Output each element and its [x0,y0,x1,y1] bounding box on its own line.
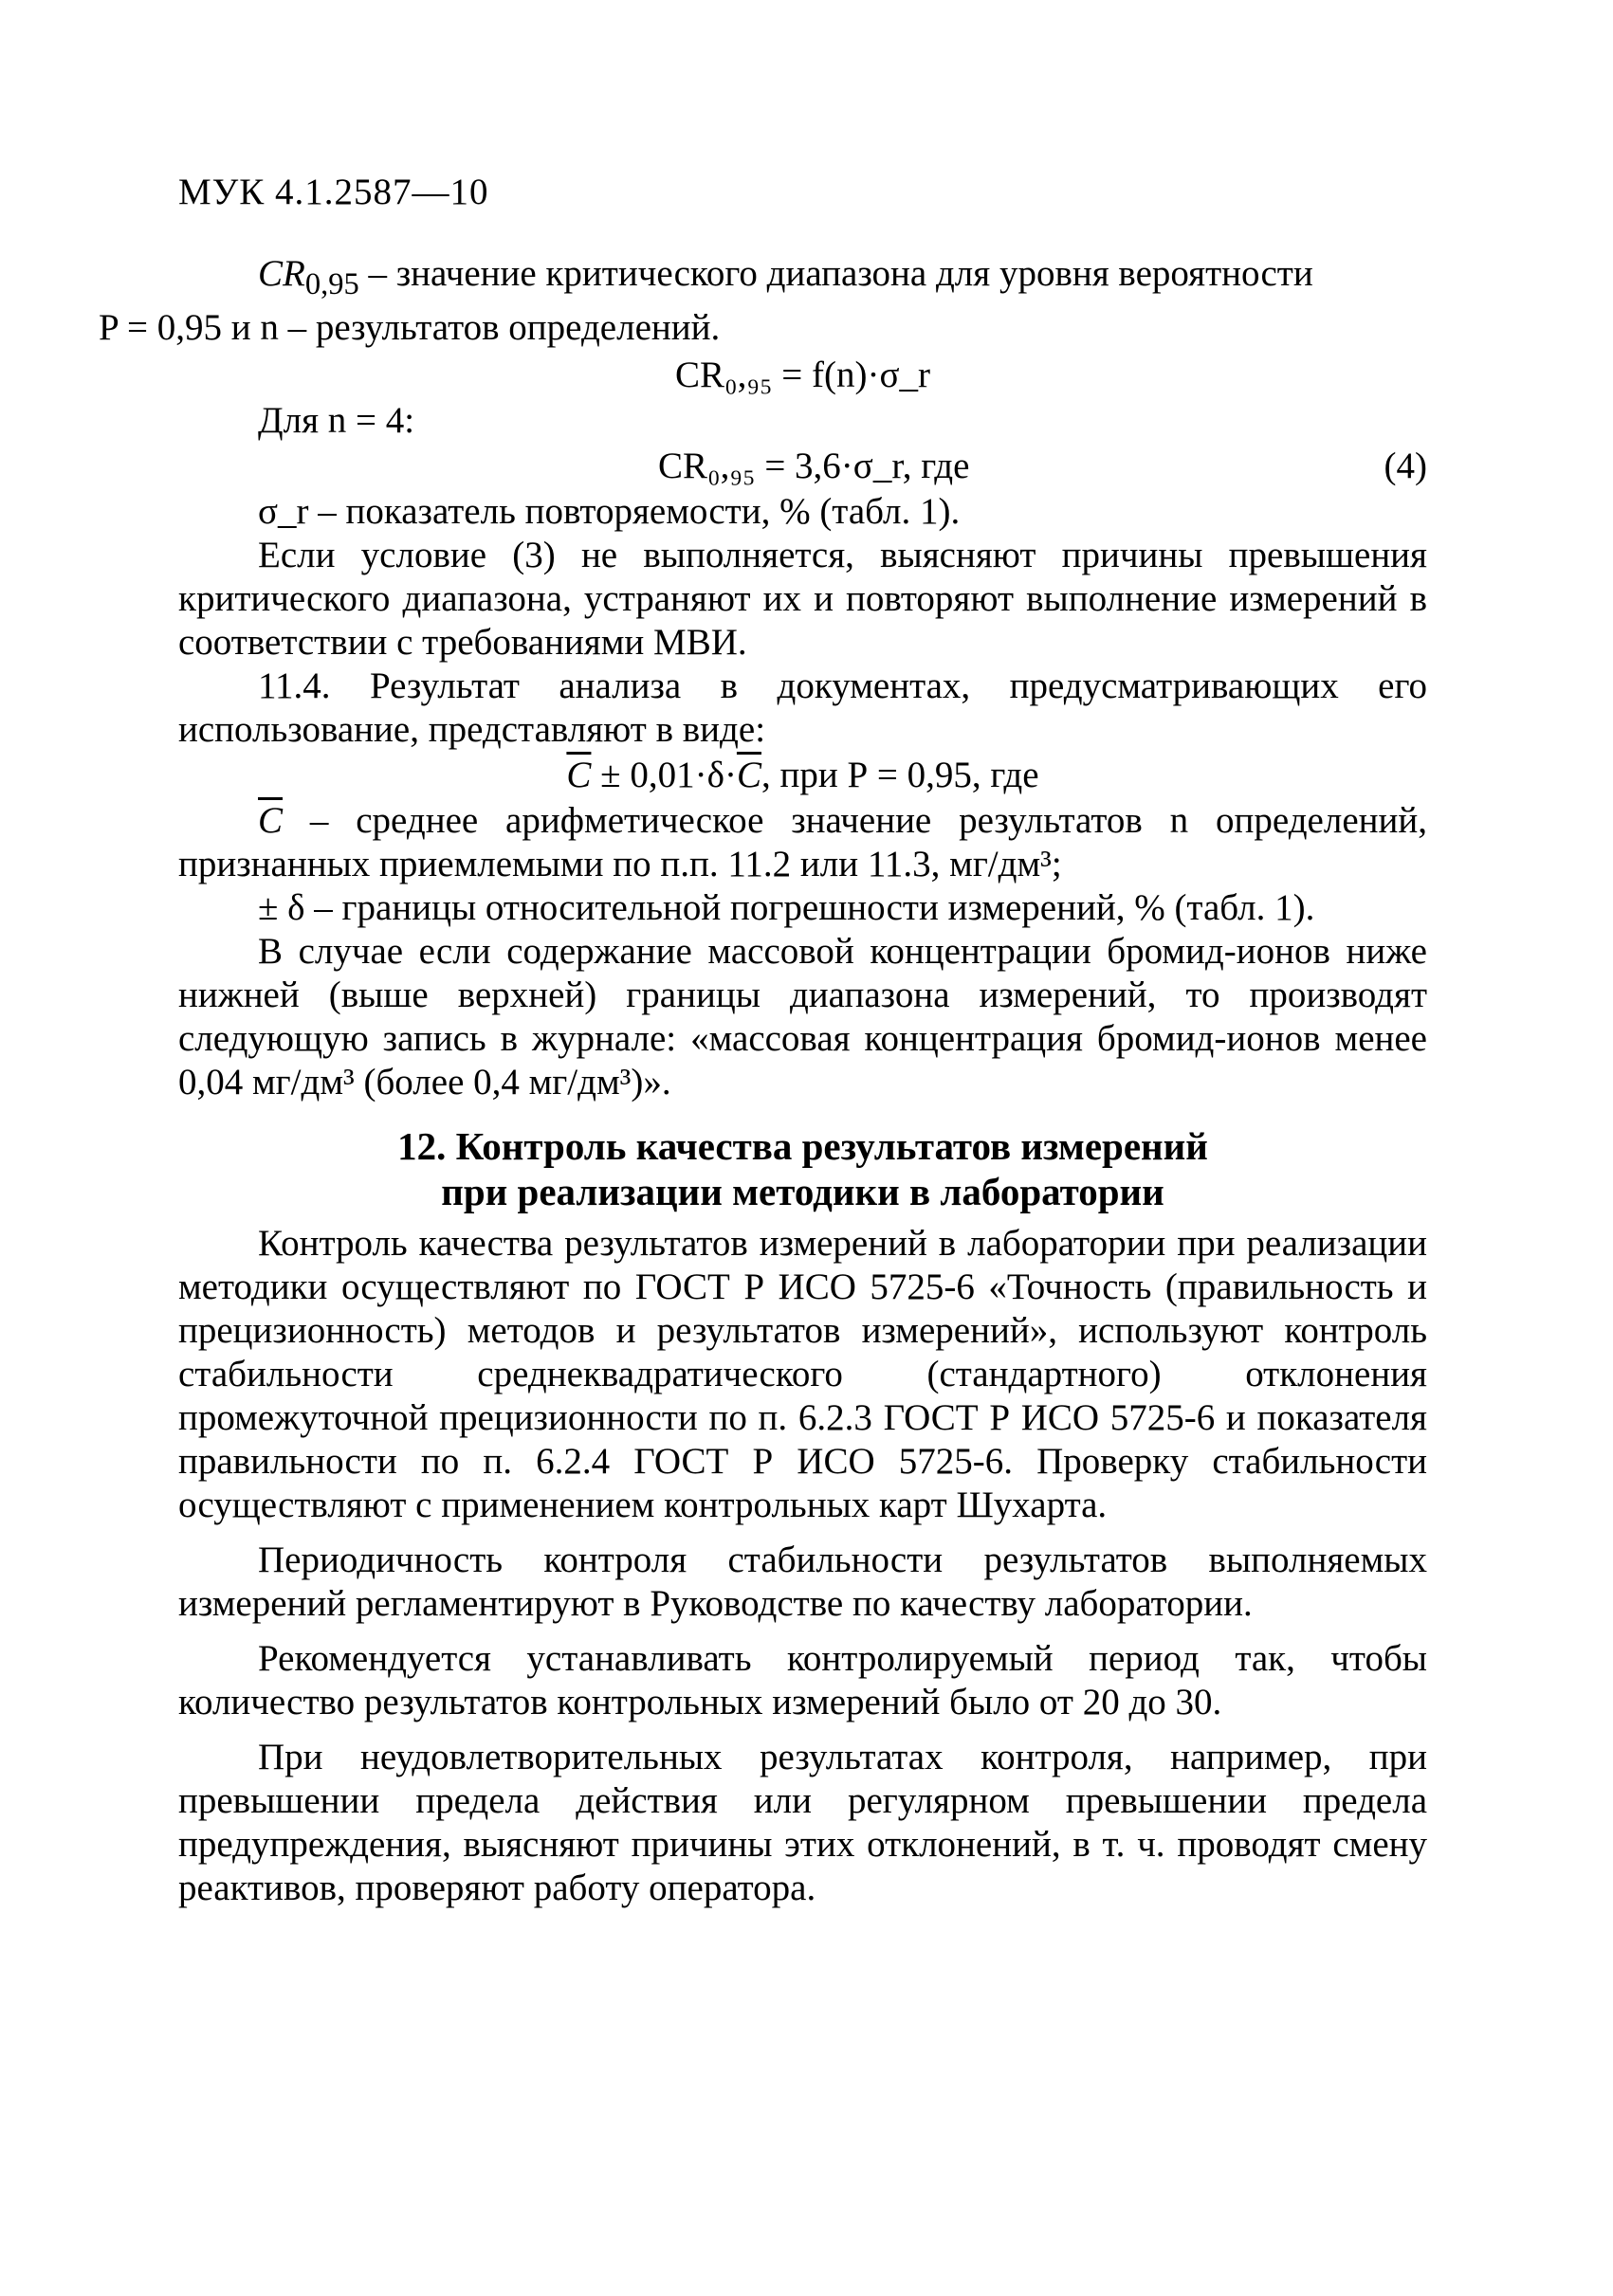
formula-4-number: (4) [1384,445,1427,486]
n4-label: Для n = 4: [258,399,415,441]
section-12-title-line1: 12. Контроль качества результатов измерений [397,1123,1208,1168]
cr-symbol: CR [258,253,305,294]
formula-cr-function: CR₀,₉₅ = f(n)·σ_r [674,354,931,395]
cr-subscript: 0,95 [304,266,359,301]
cr-definition [99,252,1427,350]
delta-definition: ± δ – границы относительной погрешности измерений, % (табл. 1). [258,886,1315,928]
formula-4 [178,445,1427,488]
paragraph-condition: Если условие (3) не выполняется, выясняют причины превышения критического диапазона, устраняют их и повторяют выполнение измерений в соответствии с требованиями МВИ. [178,534,1427,663]
document-header: МУК 4.1.2587—10 [178,172,489,212]
paragraph-periodicity: Периодичность контроля стабильности результатов выполняемых измерений регламентируют в Руководстве по качеству лаборатории. [178,1539,1427,1624]
c-mean-symbol: $\overline{C}$ [566,754,592,795]
formula-4-text: CR₀,₉₅ = 3,6·σ_r, где [658,445,970,486]
formula-result-mid: ± 0,01·δ· [591,754,737,795]
cr-definition-text: – значение критического диапазона для уровня вероятности [358,253,1313,294]
paragraph-control: Контроль качества результатов измерений в лаборатории при реализации методики осуществляют по ГОСТ Р ИСО 5725-6 «Точность (правильность и прецизионность) методов и результатов измерений», используют контроль стабильности среднеквадратического (стандартного) отклонения промежуточной прецизионности по п. 6.2.3 ГОСТ Р ИСО 5725-6 и показателя правильности по п. 6.2.4 ГОСТ Р ИСО 5725-6. Проверку стабильности осуществляют с применением контрольных карт Шухарта. [178,1222,1427,1525]
cr-definition-line2: P = 0,95 и n – результатов определений. [99,306,721,348]
c-def-symbol: $\overline{C}$ [258,799,284,841]
paragraph-unsatisfactory: При неудовлетворительных результатах контроля, например, при превышении предела действия или регулярном превышении предела предупреждения, выясняют причины этих отклонений, в т. ч. проводят смену реактивов, проверяют работу оператора. [178,1736,1427,1908]
formula-result-rest: , при Р = 0,95, где [761,754,1039,795]
sigma-definition: σ_r – показатель повторяемости, % (табл. 1). [258,490,961,532]
c-definition [178,799,1427,886]
paragraph-recommend: Рекомендуется устанавливать контролируемый период так, чтобы количество результатов контрольных измерений было от 20 до 30. [178,1637,1427,1722]
c-def-text: – среднее арифметическое значение результатов n определений, признанных приемлемыми по п.п. 11.2 или 11.3, мг/дм³; [178,799,1427,884]
c-mean-symbol-2: $\overline{C}$ [736,754,761,795]
section-12-title-line2: при реализации методики в лаборатории [441,1169,1164,1213]
section-12-title [178,1123,1427,1214]
paragraph-11-4: 11.4. Результат анализа в документах, предусматривающих его использование, представляют в виде: [178,665,1427,750]
formula-result [178,754,1427,797]
paragraph-case: В случае если содержание массовой концентрации бромид-ионов ниже нижней (выше верхней) границы диапазона измерений, то производят следующую запись в журнале: «массовая концентрация бромид-ионов менее 0,04 мг/дм³ (более 0,4 мг/дм³)». [178,930,1427,1102]
